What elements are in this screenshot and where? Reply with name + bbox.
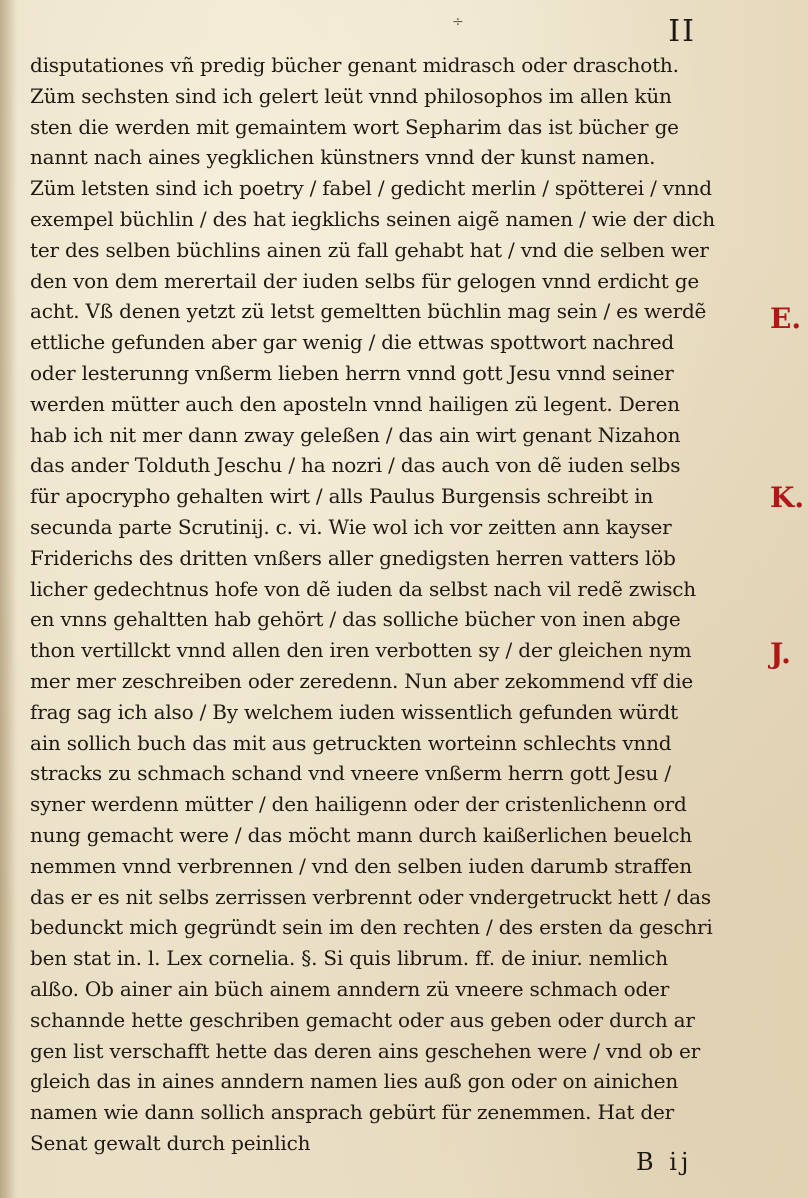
text-line: ter des selben büchlins ainen zü fall gehabt hat / vnd die selben wer	[30, 237, 709, 262]
text-line: alßo. Ob ainer ain büch ainem anndern zü vneere schmach oder	[30, 976, 670, 1001]
binding-shadow	[0, 0, 18, 1198]
text-line: namen wie dann sollich ansprach gebürt für zenemmen. Hat der	[30, 1100, 675, 1125]
folio-number: II	[668, 14, 696, 49]
text-line: exempel büchlin / des hat iegklichs seinen aigẽ namen / wie der dich	[30, 206, 715, 231]
text-line: Friderichs des dritten vnßers aller gnedigsten herren vatters löb	[30, 545, 676, 570]
text-line: mer mer zeschreiben oder zeredenn. Nun aber zekommend vff die	[30, 668, 694, 693]
text-line: syner werdenn mütter / den hailigenn oder der cristenlichenn ord	[30, 792, 687, 817]
text-line: licher gedechtnus hofe von dẽ iuden da selbst nach vil redẽ zwisch	[30, 576, 696, 601]
text-line: acht. Vß denen yetzt zü letst gemeltten büchlin mag sein / es werdẽ	[30, 299, 707, 324]
text-line: gleich das in aines anndern namen lies auß gon oder on ainichen	[30, 1069, 679, 1094]
text-line: secunda parte Scrutinij. c. vi. Wie wol ich vor zeitten ann kayser	[30, 514, 672, 539]
text-line: nannt nach aines yegklichen künstners vnnd der kunst namen.	[30, 145, 656, 170]
text-line: das er es nit selbs zerrissen verbrennt oder vndergetruckt hett / das	[30, 884, 711, 909]
main-text-block	[30, 50, 750, 1159]
text-line: schannde hette geschriben gemacht oder aus geben oder durch ar	[30, 1007, 695, 1032]
text-line: en vnns gehaltten hab gehört / das solliche bücher von inen abge	[30, 607, 681, 632]
text-line: frag sag ich also / By welchem iuden wissentlich gefunden würdt	[30, 699, 678, 724]
text-line: gen list verschafft hette das deren ains geschehen were / vnd ob er	[30, 1038, 701, 1063]
text-line: sten die werden mit gemaintem wort Sepharim das ist bücher ge	[30, 114, 679, 139]
text-line: Züm letsten sind ich poetry / fabel / gedicht merlin / spötterei / vnnd	[30, 176, 712, 201]
text-line: nung gemacht were / das möcht mann durch kaißerlichen beuelch	[30, 822, 692, 847]
text-line: für apocrypho gehalten wirt / alls Paulus Burgensis schreibt in	[30, 484, 654, 509]
text-line: stracks zu schmach schand vnd vneere vnßerm herrn gott Jesu /	[30, 761, 671, 786]
text-line: ben stat in. l. Lex cornelia. §. Si quis librum. ff. de iniur. nemlich	[30, 946, 668, 971]
text-line: bedunckt mich gegründt sein im den rechten / des ersten da geschri	[30, 915, 713, 940]
text-line: nemmen vnnd verbrennen / vnd den selben iuden darumb straffen	[30, 853, 692, 878]
text-line: Senat gewalt durch peinlich	[30, 1130, 311, 1155]
text-line: thon vertillckt vnnd allen den iren verbotten sy / der gleichen nym	[30, 638, 692, 663]
text-line: ain sollich buch das mit aus getruckten worteinn schlechts vnnd	[30, 730, 672, 755]
marginal-note-j: J.	[770, 637, 791, 670]
text-line: hab ich nit mer dann zway geleßen / das ain wirt genant Nizahon	[30, 422, 681, 447]
text-line: Züm sechsten sind ich gelert leüt vnnd philosophos im allen kün	[30, 83, 672, 108]
marginal-note-e: E.	[770, 302, 802, 335]
text-line: oder lesterunng vnßerm lieben herrn vnnd gott Jesu vnnd seiner	[30, 360, 674, 385]
text-line: den von dem merertail der iuden selbs für gelogen vnnd erdicht ge	[30, 268, 700, 293]
text-line: das ander Tolduth Jeschu / ha nozri / das auch von dẽ iuden selbs	[30, 453, 681, 478]
text-line: ettliche gefunden aber gar wenig / die ettwas spottwort nachred	[30, 330, 675, 355]
ink-speck-mark: ÷	[452, 14, 464, 30]
text-line: werden mütter auch den aposteln vnnd hailigen zü legent. Deren	[30, 391, 680, 416]
signature-mark: B ij	[636, 1148, 693, 1176]
text-line: disputationes vñ predig bücher genant midrasch oder draschoth.	[30, 53, 679, 77]
marginal-note-k: K.	[770, 481, 805, 514]
